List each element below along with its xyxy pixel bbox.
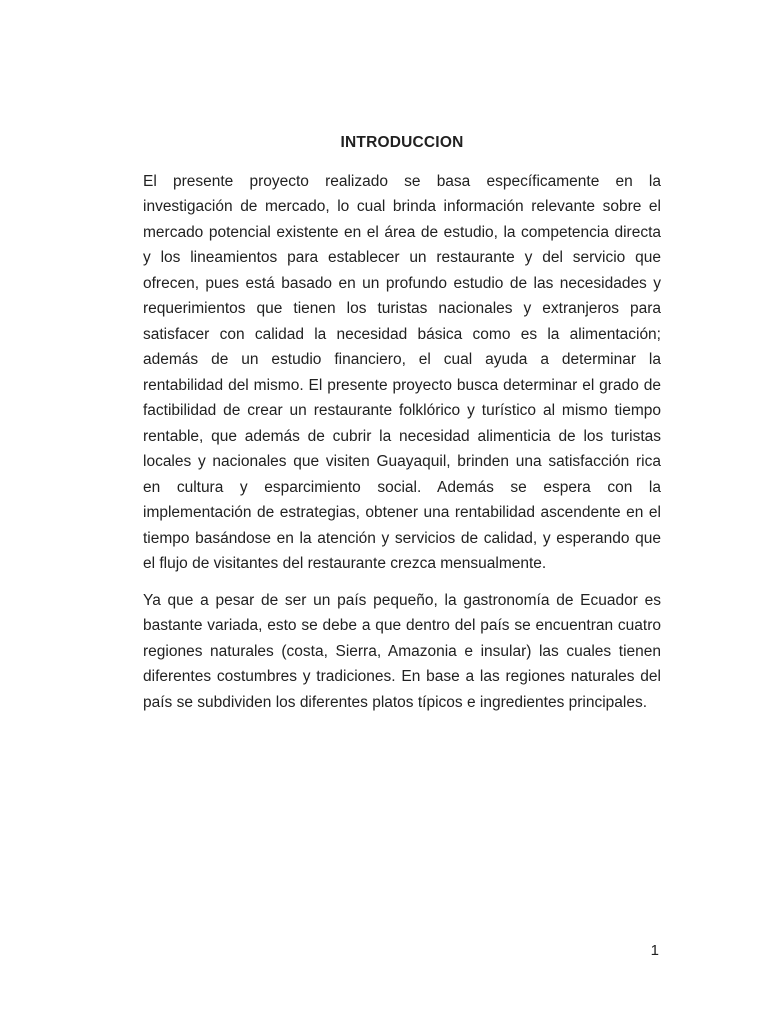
text-line: en cultura y esparcimiento social. Además se espera con la: [143, 478, 661, 496]
text-line: país se subdividen los diferentes platos típicos e ingredientes principales.: [143, 693, 648, 711]
paragraph: [143, 169, 661, 577]
text-line: mercado potencial existente en el área de estudio, la competencia directa: [143, 223, 661, 241]
text-line: regiones naturales (costa, Sierra, Amazonia e insular) las cuales tienen: [143, 642, 661, 660]
text-line: locales y nacionales que visiten Guayaquil, brinden una satisfacción rica: [143, 453, 661, 470]
text-line: rentable, que además de cubrir la necesidad alimenticia de los turistas: [143, 427, 661, 445]
text-line: factibilidad de crear un restaurante folklórico y turístico al mismo tiempo: [143, 402, 661, 419]
text-line: investigación de mercado, lo cual brinda información relevante sobre el: [143, 198, 661, 215]
text-line: diferentes costumbres y tradiciones. En base a las regiones naturales del: [143, 668, 661, 685]
text-line: bastante variada, esto se debe a que dentro del país se encuentran cuatro: [143, 617, 661, 634]
text-line: ofrecen, pues está basado en un profundo estudio de las necesidades y: [143, 274, 661, 292]
text-line: el flujo de visitantes del restaurante crezca mensualmente.: [143, 555, 547, 572]
text-line: tiempo basándose en la atención y servicios de calidad, y esperando que: [143, 529, 661, 547]
text-line: satisfacer con calidad la necesidad básica como es la alimentación;: [143, 325, 661, 343]
text-line: y los lineamientos para establecer un restaurante y del servicio que: [143, 249, 661, 266]
page-title: INTRODUCCION: [340, 134, 464, 151]
text-line: Ya que a pesar de ser un país pequeño, la gastronomía de Ecuador es: [143, 591, 661, 609]
text-line: rentabilidad del mismo. El presente proyecto busca determinar el grado de: [143, 376, 661, 394]
text-line: El presente proyecto realizado se basa específicamente en la: [143, 172, 661, 190]
text-line: además de un estudio financiero, el cual ayuda a determinar la: [143, 351, 661, 368]
page-number: 1: [650, 942, 659, 959]
text-line: implementación de estrategias, obtener una rentabilidad ascendente en el: [143, 504, 661, 521]
document-body: [143, 130, 661, 726]
paragraphs-container: [143, 169, 661, 716]
text-line: requerimientos que tienen los turistas nacionales y extranjeros para: [143, 300, 661, 317]
paragraph: [143, 588, 661, 716]
